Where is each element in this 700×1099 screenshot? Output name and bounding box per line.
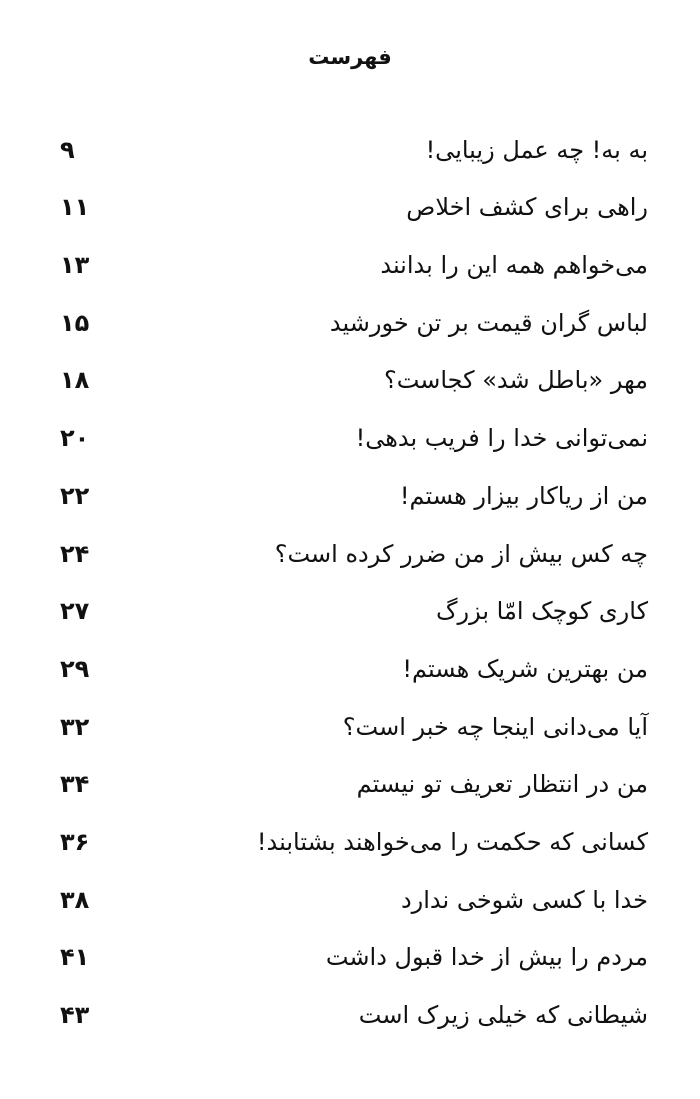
toc-entry[interactable]	[60, 747, 648, 805]
toc-entry-title: خدا با کسی شوخی ندارد	[400, 885, 648, 914]
toc-entry-page: ۴۱	[60, 943, 90, 972]
toc-entry[interactable]	[60, 689, 648, 747]
toc-entry-title: مردم را بیش از خدا قبول داشت	[325, 943, 648, 972]
toc-entry[interactable]	[60, 343, 648, 401]
toc-entry-page: ۳۴	[60, 770, 90, 799]
toc-entry-page: ۴۳	[60, 1001, 90, 1029]
toc-entry-title: من از ریاکار بیزار هستم!	[399, 481, 648, 510]
toc-entry-title: نمی‌توانی خدا را فریب بدهی!	[355, 424, 648, 453]
toc-entry[interactable]	[60, 458, 648, 516]
toc-entry-page: ۳۸	[60, 885, 90, 914]
toc-entry-title: لباس گران قیمت بر تن خورشید	[329, 308, 648, 337]
toc-entry-page: ۳۲	[60, 712, 90, 741]
toc-entry-page: ۲۹	[60, 654, 90, 683]
toc-entry-page: ۱۱	[60, 193, 90, 222]
toc-entry-title: می‌خواهم همه این را بدانند	[380, 251, 648, 280]
toc-entry[interactable]	[60, 631, 648, 689]
toc-entry[interactable]	[60, 285, 648, 343]
toc-list	[60, 112, 648, 1035]
toc-entry-title: مهر «باطل شد» کجاست؟	[383, 366, 648, 395]
toc-entry-page: ۱۸	[60, 366, 90, 395]
toc-entry[interactable]	[60, 227, 648, 285]
toc-entry[interactable]	[60, 170, 648, 228]
toc-entry[interactable]	[60, 920, 648, 978]
toc-entry[interactable]	[60, 862, 648, 920]
toc-entry[interactable]	[60, 112, 648, 170]
toc-entry-page: ۲۴	[60, 539, 90, 568]
toc-entry-title: شیطانی که خیلی زیرک است	[358, 1001, 648, 1029]
toc-entry-page: ۲۷	[60, 597, 90, 626]
toc-entry-page: ۳۶	[60, 827, 90, 856]
toc-entry-page: ۹	[60, 135, 75, 164]
toc-entry-title: کاری کوچک امّا بزرگ	[436, 597, 648, 626]
toc-entry[interactable]	[60, 574, 648, 632]
toc-entry-title: راهی برای کشف اخلاص	[406, 193, 648, 222]
toc-entry-title: من در انتظار تعریف تو نیستم	[356, 770, 648, 799]
toc-entry-title: آیا می‌دانی اینجا چه خبر است؟	[342, 712, 648, 741]
toc-entry-page: ۲۰	[60, 424, 90, 453]
toc-entry[interactable]	[60, 804, 648, 862]
toc-entry[interactable]	[60, 400, 648, 458]
toc-entry-page: ۱۳	[60, 251, 90, 280]
page-title: فهرست	[308, 45, 392, 69]
toc-entry-title: کسانی که حکمت را می‌خواهند بشتابند!	[256, 827, 648, 856]
toc-entry-title: به به! چه عمل زیبایی!	[425, 135, 648, 164]
toc-entry-title: چه کس بیش از من ضرر کرده است؟	[274, 539, 648, 568]
toc-entry-page: ۲۲	[60, 481, 90, 510]
toc-entry[interactable]	[60, 516, 648, 574]
toc-entry[interactable]	[60, 977, 648, 1035]
toc-entry-title: من بهترین شریک هستم!	[402, 654, 648, 683]
toc-entry-page: ۱۵	[60, 308, 90, 337]
